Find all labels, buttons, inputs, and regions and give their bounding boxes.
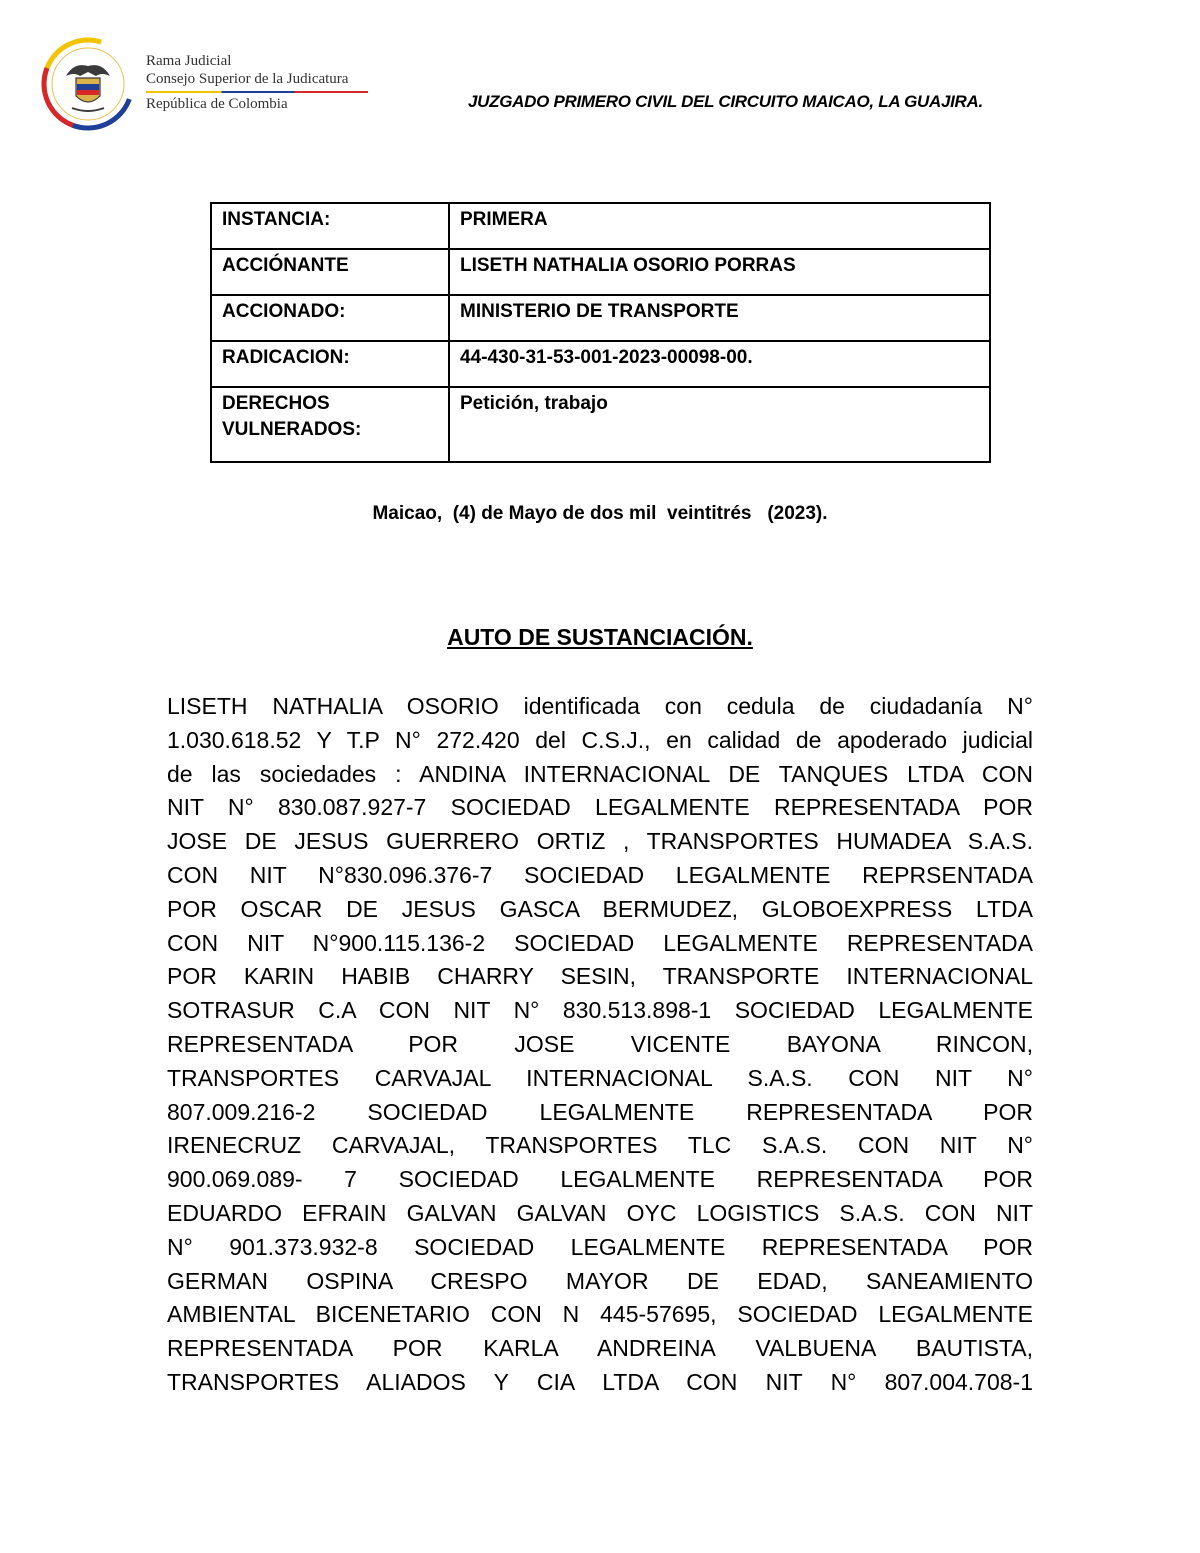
body-line: TRANSPORTES ALIADOS Y CIA LTDA CON NIT N° 807.004.708-1 xyxy=(167,1368,1033,1395)
table-row xyxy=(211,295,990,341)
body-line: LISETH NATHALIA OSORIO identificada con cedula de ciudadanía N° xyxy=(167,693,1033,719)
table-label: ACCIÓNANTE xyxy=(211,249,449,295)
case-info-table xyxy=(210,202,991,463)
body-line: POR KARIN HABIB CHARRY SESIN, TRANSPORTE INTERNACIONAL xyxy=(167,963,1033,990)
table-value: PRIMERA xyxy=(449,203,990,249)
table-value: Petición, trabajo xyxy=(449,387,990,462)
body-line: 900.069.089- 7 SOCIEDAD LEGALMENTE REPRESENTADA POR xyxy=(167,1166,1033,1193)
table-label xyxy=(211,387,449,462)
body-line: TRANSPORTES CARVAJAL INTERNACIONAL S.A.S. CON NIT N° xyxy=(167,1064,1033,1091)
colombia-coat-of-arms-logo xyxy=(40,36,136,132)
body-line: AMBIENTAL BICENETARIO CON N 445-57695, SOCIEDAD LEGALMENTE xyxy=(167,1301,1033,1328)
body-line: de las sociedades : ANDINA INTERNACIONAL DE TANQUES LTDA CON xyxy=(167,760,1033,787)
body-line: 1.030.618.52 Y T.P N° 272.420 del C.S.J., en calidad de apoderado judicial xyxy=(167,726,1033,753)
body-line: SOTRASUR C.A CON NIT N° 830.513.898-1 SOCIEDAD LEGALMENTE xyxy=(167,997,1033,1024)
body-line: EDUARDO EFRAIN GALVAN GALVAN OYC LOGISTICS S.A.S. CON NIT xyxy=(167,1199,1033,1226)
body-line: IRENECRUZ CARVAJAL, TRANSPORTES TLC S.A.S. CON NIT N° xyxy=(167,1132,1033,1159)
table-row xyxy=(211,249,990,295)
organization-header xyxy=(146,52,368,113)
table-value: 44-430-31-53-001-2023-00098-00. xyxy=(449,341,990,387)
table-label: ACCIONADO: xyxy=(211,295,449,341)
table-label-line1: DERECHOS xyxy=(222,393,330,414)
body-line: REPRESENTADA POR JOSE VICENTE BAYONA RINCON, xyxy=(167,1030,1033,1057)
body-line: CON NIT N°900.115.136-2 SOCIEDAD LEGALMENTE REPRESENTADA xyxy=(167,929,1033,956)
court-name: JUZGADO PRIMERO CIVIL DEL CIRCUITO MAICAO, LA GUAJIRA. xyxy=(468,92,983,111)
table-label: RADICACION: xyxy=(211,341,449,387)
table-value: MINISTERIO DE TRANSPORTE xyxy=(449,295,990,341)
document-title: AUTO DE SUSTANCIACIÓN. xyxy=(447,624,753,650)
body-line: POR OSCAR DE JESUS GASCA BERMUDEZ, GLOBOEXPRESS LTDA xyxy=(167,895,1033,922)
table-row xyxy=(211,203,990,249)
body-paragraph xyxy=(167,690,1033,1400)
date-line: Maicao, (4) de Mayo de dos mil veintitrés (2023). xyxy=(372,503,828,524)
body-line: NIT N° 830.087.927-7 SOCIEDAD LEGALMENTE REPRESENTADA POR xyxy=(167,794,1033,821)
org-line-republica: República de Colombia xyxy=(146,96,288,112)
body-line: REPRESENTADA POR KARLA ANDREINA VALBUENA BAUTISTA, xyxy=(167,1335,1033,1362)
body-line: N° 901.373.932-8 SOCIEDAD LEGALMENTE REPRESENTADA POR xyxy=(167,1233,1033,1260)
body-line: GERMAN OSPINA CRESPO MAYOR DE EDAD, SANEAMIENTO xyxy=(167,1267,1033,1294)
table-value: LISETH NATHALIA OSORIO PORRAS xyxy=(449,249,990,295)
table-row xyxy=(211,341,990,387)
org-line-consejo: Consejo Superior de la Judicatura xyxy=(146,71,349,87)
body-line: JOSE DE JESUS GUERRERO ORTIZ , TRANSPORTES HUMADEA S.A.S. xyxy=(167,828,1033,855)
tricolor-rule xyxy=(146,91,368,93)
table-row xyxy=(211,387,990,462)
body-line: 807.009.216-2 SOCIEDAD LEGALMENTE REPRESENTADA POR xyxy=(167,1098,1033,1125)
body-line: CON NIT N°830.096.376-7 SOCIEDAD LEGALMENTE REPRSENTADA xyxy=(167,861,1033,888)
table-label-line2: VULNERADOS: xyxy=(222,418,362,440)
table-label: INSTANCIA: xyxy=(211,203,449,249)
org-line-rama-judicial: Rama Judicial xyxy=(146,53,232,69)
